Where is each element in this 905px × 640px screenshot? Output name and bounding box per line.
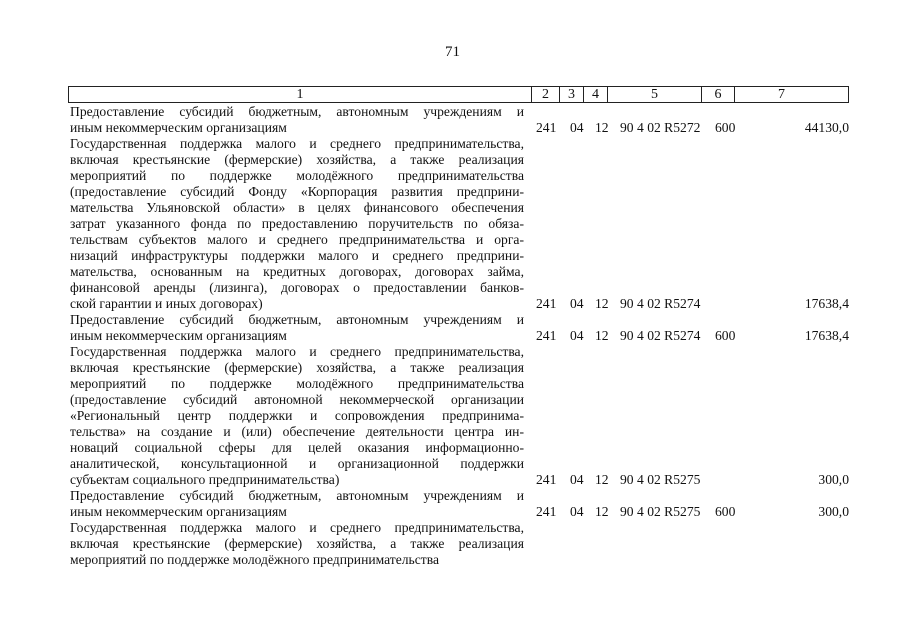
amount: 44130,0 <box>804 120 849 135</box>
description-line: Предоставление субсидий бюджетным, автономным учреждениям и <box>70 312 524 327</box>
table-row <box>0 488 905 520</box>
row-codes <box>0 472 905 488</box>
description-line: ской гарантии и иных договорах) <box>70 296 263 311</box>
description-line: мательства Ульяновской области» в целях финансового обеспечения <box>70 200 524 215</box>
description-line: субъектам социального предпринимательства) <box>70 472 340 487</box>
description-line: Государственная поддержка малого и среднего предпринимательства, <box>70 520 524 535</box>
section-code: 241 <box>536 472 557 487</box>
row-codes <box>0 552 905 568</box>
subchapter-code: 12 <box>595 120 609 135</box>
amount: 17638,4 <box>804 296 849 311</box>
row-codes <box>0 120 905 136</box>
description-line: иным некоммерческим организациям <box>70 504 287 519</box>
description-line: финансовой аренды (лизинга), договорах о предоставлении банков- <box>70 280 524 295</box>
chapter-code: 04 <box>570 504 584 519</box>
amount: 300,0 <box>818 472 849 487</box>
subchapter-code: 12 <box>595 328 609 343</box>
section-code: 241 <box>536 120 557 135</box>
description-line: иным некоммерческим организациям <box>70 120 287 135</box>
row-codes <box>0 328 905 344</box>
target-article-code: 90 4 02 R5275 <box>620 472 701 487</box>
description-line: тельства» на создание и (или) обеспечение деятельности центра ин- <box>70 424 524 439</box>
chapter-code: 04 <box>570 296 584 311</box>
table-row <box>0 520 905 568</box>
amount: 17638,4 <box>804 328 849 343</box>
description-line: Государственная поддержка малого и среднего предпринимательства, <box>70 344 524 359</box>
description-line: тельствам субъектов малого и среднего предпринимательства и орга- <box>70 232 524 247</box>
subchapter-code: 12 <box>595 504 609 519</box>
section-code: 241 <box>536 504 557 519</box>
table-header <box>68 86 849 103</box>
expense-type-code: 600 <box>715 328 736 343</box>
description-line: Предоставление субсидий бюджетным, автономным учреждениям и <box>70 488 524 503</box>
chapter-code: 04 <box>570 120 584 135</box>
table-row <box>0 344 905 488</box>
description-line: мероприятий по поддержке молодёжного предпринимательства <box>70 376 524 391</box>
description-line: иным некоммерческим организациям <box>70 328 287 343</box>
chapter-code: 04 <box>570 328 584 343</box>
table-row <box>0 136 905 312</box>
row-description <box>70 136 524 312</box>
subchapter-code: 12 <box>595 472 609 487</box>
header-col-2: 2 <box>532 87 560 102</box>
description-line: низаций инфраструктуры поддержки малого и среднего предприни- <box>70 248 524 263</box>
table-row <box>0 312 905 344</box>
row-codes <box>0 504 905 520</box>
page-number: 71 <box>445 44 460 60</box>
target-article-code: 90 4 02 R5274 <box>620 328 701 343</box>
header-col-4: 4 <box>584 87 608 102</box>
description-line: затрат указанного фонда по предоставлению поручительств по обяза- <box>70 216 524 231</box>
target-article-code: 90 4 02 R5274 <box>620 296 701 311</box>
target-article-code: 90 4 02 R5272 <box>620 120 701 135</box>
description-line: новаций социальной сферы для целей оказания информационно- <box>70 440 524 455</box>
description-line: «Региональный центр поддержки и сопровождения предпринима- <box>70 408 524 423</box>
target-article-code: 90 4 02 R5275 <box>620 504 701 519</box>
expense-type-code: 600 <box>715 504 736 519</box>
description-line: включая крестьянские (фермерские) хозяйства, а также реализация <box>70 152 524 167</box>
description-line: включая крестьянские (фермерские) хозяйства, а также реализация <box>70 536 524 551</box>
description-line: (предоставление субсидий Фонду «Корпорация развития предприни- <box>70 184 524 199</box>
description-line: мероприятий по поддержке молодёжного предпринимательства <box>70 552 440 567</box>
header-col-7: 7 <box>778 87 785 102</box>
chapter-code: 04 <box>570 472 584 487</box>
header-col-1: 1 <box>69 87 532 102</box>
section-code: 241 <box>536 296 557 311</box>
description-line: (предоставление субсидий автономной некоммерческой организации <box>70 392 524 407</box>
expense-type-code: 600 <box>715 120 736 135</box>
header-col-3: 3 <box>560 87 584 102</box>
header-col-5: 5 <box>608 87 702 102</box>
description-line: Государственная поддержка малого и среднего предпринимательства, <box>70 136 524 151</box>
description-line: аналитической, консультационной и организационной поддержки <box>70 456 524 471</box>
section-code: 241 <box>536 328 557 343</box>
table-body <box>0 104 905 568</box>
description-line: включая крестьянские (фермерские) хозяйства, а также реализация <box>70 360 524 375</box>
table-row <box>0 104 905 136</box>
description-line: мероприятий по поддержке молодёжного предпринимательства <box>70 168 524 183</box>
description-line: мательства, основанным на кредитных договорах, договорах займа, <box>70 264 524 279</box>
subchapter-code: 12 <box>595 296 609 311</box>
row-description <box>70 344 524 488</box>
amount: 300,0 <box>818 504 849 519</box>
description-line: Предоставление субсидий бюджетным, автономным учреждениям и <box>70 104 524 119</box>
header-col-6: 6 <box>702 87 735 102</box>
row-codes <box>0 296 905 312</box>
